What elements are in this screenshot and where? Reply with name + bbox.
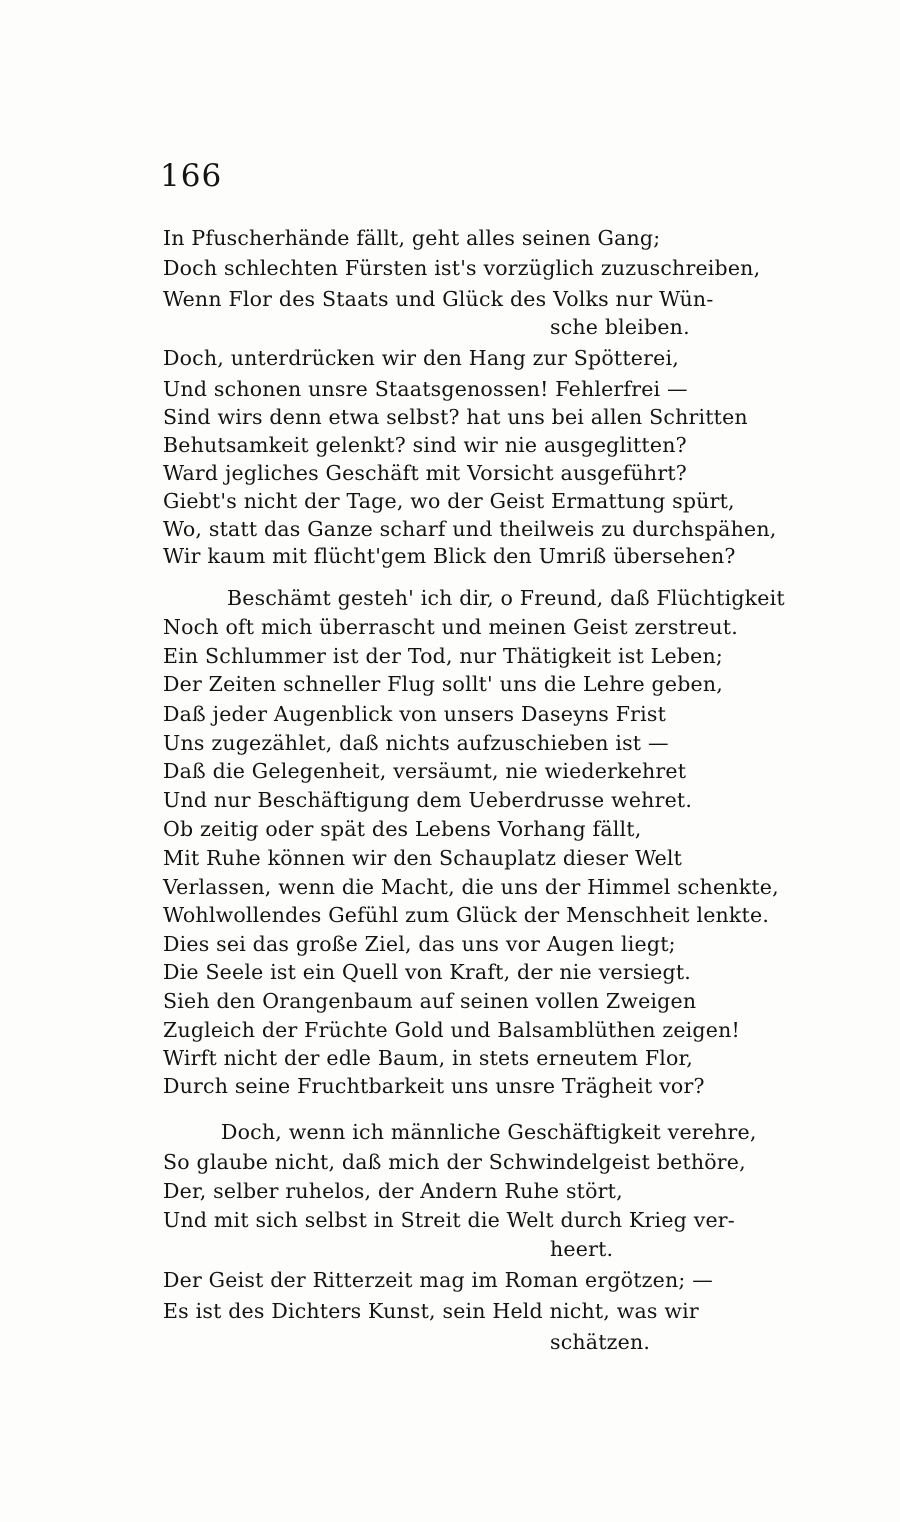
- poem-line: Es ist des Dichters Kunst, sein Held nicht, was wir: [163, 1299, 699, 1323]
- poem-line: Uns zugezählet, daß nichts aufzuschieben ist —: [163, 731, 669, 755]
- poem-line: Wo, statt das Ganze scharf und theilweis zu durchspähen,: [163, 517, 777, 541]
- poem-line: Mit Ruhe können wir den Schauplatz dieser Welt: [163, 846, 683, 870]
- poem-line: Der Zeiten schneller Flug sollt' uns die Lehre geben,: [163, 672, 723, 696]
- poem-line: Und schonen unsre Staatsgenossen! Fehlerfrei —: [163, 377, 688, 401]
- poem-line: Und nur Beschäftigung dem Ueberdrusse wehret.: [163, 788, 693, 812]
- poem-line: Wenn Flor des Staats und Glück des Volks nur Wün-: [163, 287, 714, 311]
- poem-line: Wir kaum mit flücht'gem Blick den Umriß übersehen?: [163, 544, 736, 568]
- poem-line: Wirft nicht der edle Baum, in stets erneutem Flor,: [163, 1046, 694, 1070]
- poem-line: Wohlwollendes Gefühl zum Glück der Menschheit lenkte.: [163, 903, 770, 927]
- poem-line: Daß die Gelegenheit, versäumt, nie wiederkehret: [163, 759, 687, 783]
- poem-line: Noch oft mich überrascht und meinen Geist zerstreut.: [163, 615, 738, 639]
- poem-line: Die Seele ist ein Quell von Kraft, der nie versiegt.: [163, 960, 691, 984]
- poem-line: Und mit sich selbst in Streit die Welt durch Krieg ver-: [163, 1208, 735, 1232]
- poem-line: Sind wirs denn etwa selbst? hat uns bei allen Schritten: [163, 405, 748, 429]
- poem-line: Giebt's nicht der Tage, wo der Geist Ermattung spürt,: [163, 489, 735, 513]
- poem-line: Ein Schlummer ist der Tod, nur Thätigkeit ist Leben;: [163, 644, 723, 668]
- poem-line: heert.: [550, 1237, 614, 1261]
- poem-line: schätzen.: [550, 1330, 651, 1354]
- poem-line: Dies sei das große Ziel, das uns vor Augen liegt;: [163, 932, 676, 956]
- poem-line: Doch schlechten Fürsten ist's vorzüglich zuzuschreiben,: [163, 256, 761, 280]
- poem-line: Doch, wenn ich männliche Geschäftigkeit verehre,: [221, 1120, 757, 1144]
- poem-line: Beschämt gesteh' ich dir, o Freund, daß Flüchtigkeit: [227, 586, 785, 610]
- poem-line: Behutsamkeit gelenkt? sind wir nie ausgeglitten?: [163, 433, 687, 457]
- poem-line: Daß jeder Augenblick von unsers Daseyns Frist: [163, 702, 667, 726]
- poem-line: Der, selber ruhelos, der Andern Ruhe stört,: [163, 1179, 623, 1203]
- poem-line: Doch, unterdrücken wir den Hang zur Spötterei,: [163, 346, 679, 370]
- poem-line: Ob zeitig oder spät des Lebens Vorhang fällt,: [163, 817, 642, 841]
- page-number: 166: [160, 158, 223, 194]
- poem-line: In Pfuscherhände fällt, geht alles seinen Gang;: [163, 226, 661, 250]
- poem-line: Der Geist der Ritterzeit mag im Roman ergötzen; —: [163, 1268, 713, 1292]
- poem-line: Verlassen, wenn die Macht, die uns der Himmel schenkte,: [163, 875, 779, 899]
- poem-line: Durch seine Fruchtbarkeit uns unsre Trägheit vor?: [163, 1074, 705, 1098]
- poem-line: Zugleich der Früchte Gold und Balsamblüthen zeigen!: [163, 1018, 740, 1042]
- poem-line: Ward jegliches Geschäft mit Vorsicht ausgeführt?: [163, 461, 687, 485]
- poem-line: So glaube nicht, daß mich der Schwindelgeist bethöre,: [163, 1150, 746, 1174]
- poem-line: Sieh den Orangenbaum auf seinen vollen Zweigen: [163, 989, 697, 1013]
- poem-line: sche bleiben.: [550, 315, 690, 339]
